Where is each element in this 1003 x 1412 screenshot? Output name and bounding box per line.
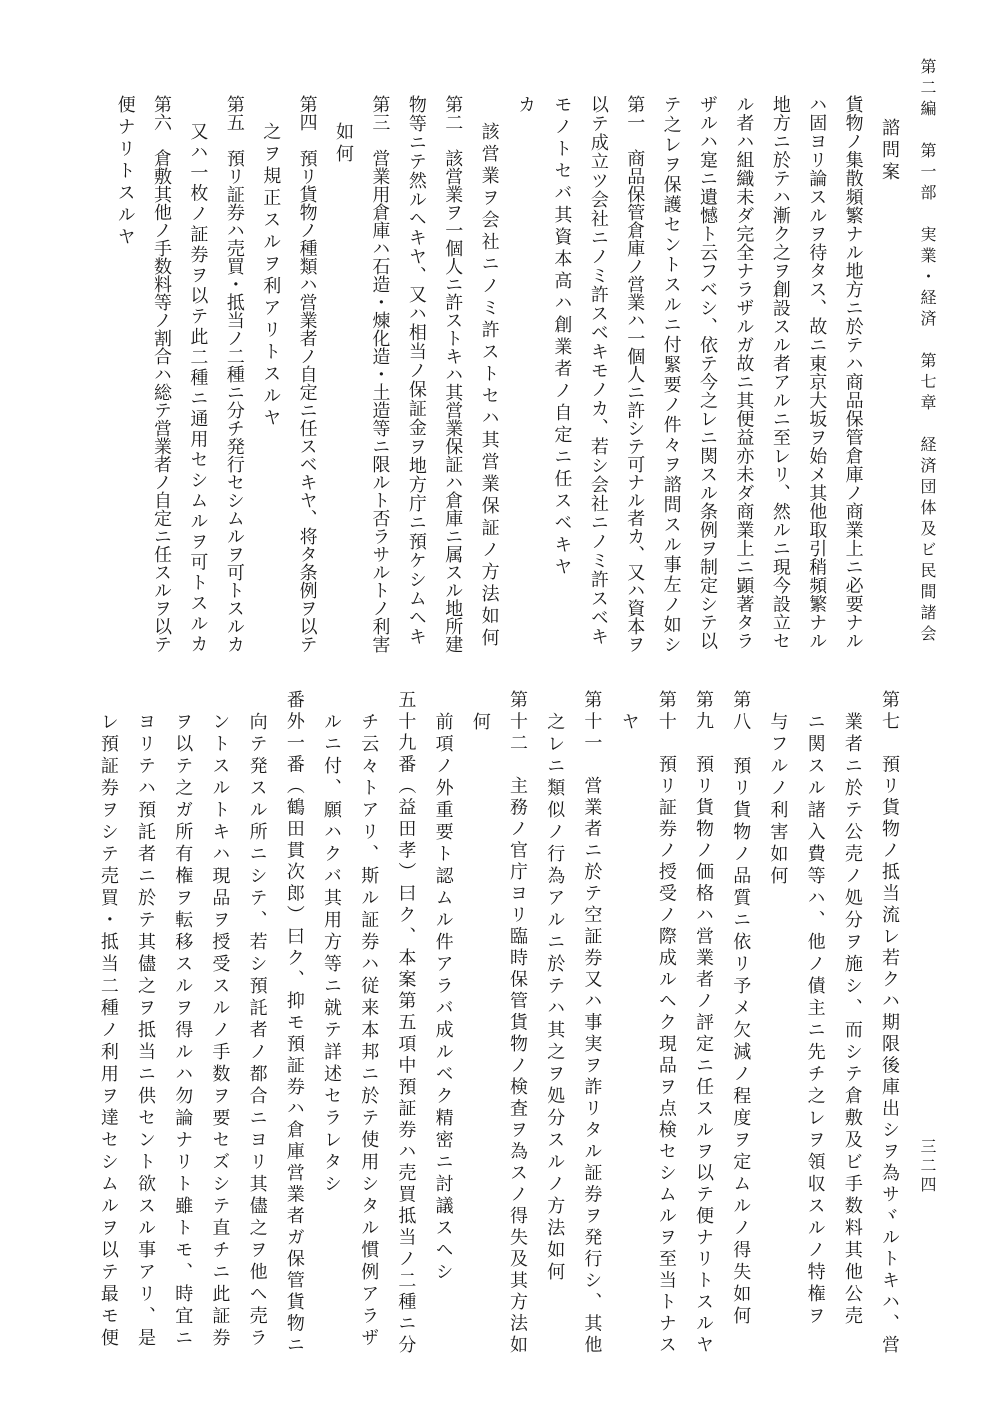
text-column: 之レニ類似ノ行為アルニ於テハ其之ヲ処分スルノ方法如何 (544, 712, 566, 1284)
page-number: 三二四 (918, 1138, 937, 1195)
text-column: 便ナリトスルヤ (114, 95, 136, 249)
text-column: チ云々トアリ、斯ル証券ハ従来本邦ニ於テ使用シタル慣例アラザ (358, 712, 380, 1350)
text-column: 第九 預リ貨物ノ価格ハ営業者ノ評定ニ任スルヲ以テ便ナリトスルヤ (693, 690, 714, 1357)
text-column: 第十 預リ証券ノ授受ノ際成ルヘク現品ヲ点検セシムルヲ至当トナス (655, 690, 677, 1357)
text-column: 何 (469, 712, 491, 734)
text-column: 第三 営業用倉庫ハ石造・煉化造・土造等ニ限ルト否ラサルトノ利害 (369, 95, 391, 653)
text-column: 諮問案 (879, 118, 900, 184)
text-column: 第十二 主務ノ官庁ヨリ臨時保管貨物ノ検査ヲ為スノ得失及其方法如 (507, 690, 528, 1357)
text-column: 第五 預リ証券ハ売買・抵当ノ二種ニ分チ発行セシムルヲ可トスルカ (223, 95, 245, 653)
text-column: 第七 預リ貨物ノ抵当流レ若クハ期限後庫出シヲ為サヾルトキハ、営 (879, 690, 900, 1357)
text-column: 五十九番（益田孝）曰ク、本案第五項中預証券ハ売買抵当ノ二種ニ分 (395, 690, 417, 1357)
text-column: 第四 預リ貨物ノ種類ハ営業者ノ自定ニ任スベキヤ、将タ条例ヲ以テ (296, 95, 318, 653)
text-column: 地方ニ於テハ漸ク之ヲ創設スル者アルニ至レリ、然ルニ現今設立セ (769, 95, 791, 650)
text-column: 之ヲ規正スルヲ利アリトスルヤ (260, 122, 282, 430)
text-column: 業者ニ於テ公売ノ処分ヲ施シ、而シテ倉敷及ビ手数料其他公売 (841, 712, 863, 1328)
text-column: ヲ以テ之ガ所有権ヲ転移スルヲ得ルハ勿論ナリト雖トモ、時宜ニ (172, 712, 194, 1350)
text-column: 第十一 営業者ニ於テ空証券又ハ事実ヲ詐リタル証券ヲ発行シ、其他 (581, 690, 603, 1357)
text-column: 前項ノ外重要ト認ムル件アラバ成ルベク精密ニ討議スヘシ (432, 712, 454, 1284)
text-column: ル者ハ組織未ダ完全ナラザルガ故ニ其便益亦未ダ商業上ニ顕著タラ (733, 95, 755, 650)
text-column: レ預証券ヲシテ売買・抵当二種ノ利用ヲ達セシムルヲ以テ最モ便 (97, 712, 119, 1350)
text-column: 第一 商品保管倉庫ノ営業ハ一個人ニ許シテ可ナル者カ、又ハ資本ヲ (624, 95, 646, 653)
text-column: ニ関スル諸入費等ハ、他ノ債主ニ先チ之レヲ領収スルノ特権ヲ (804, 712, 826, 1328)
running-header: 第二編 第一部 実業・経済 第七章 経済団体及ビ民間諸会 (918, 58, 937, 646)
text-column: 貨物ノ集散頻繁ナル地方ニ於テハ商品保管倉庫ノ商業上ニ必要ナル (842, 95, 864, 650)
text-column: 如何 (333, 122, 354, 166)
text-column: ハ固ヨリ論スルヲ待タス、故ニ東京大坂ヲ始メ其他取引稍頻繁ナル (806, 95, 828, 650)
text-column: カ (515, 95, 536, 117)
text-column: ルニ付、願ハクバ其用方等ニ就テ詳述セラレタシ (321, 712, 342, 1196)
text-column: 該営業ヲ会社ニノミ許ストセハ其営業保証ノ方法如何 (478, 122, 500, 650)
text-column: 以テ成立ツ会社ニノミ許スベキモノカ、若シ会社ニノミ許スベキ (587, 95, 609, 646)
text-column: ヤ (618, 712, 640, 734)
text-column: 物等ニテ然ルヘキヤ、又ハ相当ノ保証金ヲ地方庁ニ預ケシムヘキ (405, 95, 427, 646)
text-column: ントスルトキハ現品ヲ授受スルノ手数ヲ要セズシテ直チニ此証券 (209, 712, 231, 1350)
text-column: ヨリテハ預託者ニ於テ其儘之ヲ抵当ニ供セント欲スル事アリ、是 (135, 712, 156, 1350)
text-column: 又ハ一枚ノ証券ヲ以テ此二種ニ通用セシムルヲ可トスルカ (187, 122, 209, 655)
text-column: 番外一番（鶴田貫次郎）曰ク、抑モ預証券ハ倉庫営業者ガ保管貨物ニ (283, 690, 305, 1357)
text-column: 第六 倉敷其他ノ手数料等ノ割合ハ総テ営業者ノ自定ニ任スルヲ以テ (151, 95, 172, 653)
text-column: ザルハ寔ニ遺憾ト云フベシ、依テ今之レニ関スル条例ヲ制定シテ以 (697, 95, 718, 650)
text-column: 与フルノ利害如何 (767, 712, 789, 888)
text-column: 第八 預リ貨物ノ品質ニ依リ予メ欠減ノ程度ヲ定ムルノ得失如何 (730, 690, 752, 1328)
text-column: モノトセバ其資本高ハ創業者ノ自定ニ任スベキヤ (551, 95, 573, 579)
text-column: 第二 該営業ヲ一個人ニ許ストキハ其営業保証ハ倉庫ニ属スル地所建 (442, 95, 464, 653)
text-column: テ之レヲ保護セントスルニ付緊要ノ件々ヲ諮問スル事左ノ如シ (660, 95, 682, 655)
text-column: 向テ発スル所ニシテ、若シ預託者ノ都合ニヨリ其儘之ヲ他ヘ売ラ (246, 712, 268, 1350)
